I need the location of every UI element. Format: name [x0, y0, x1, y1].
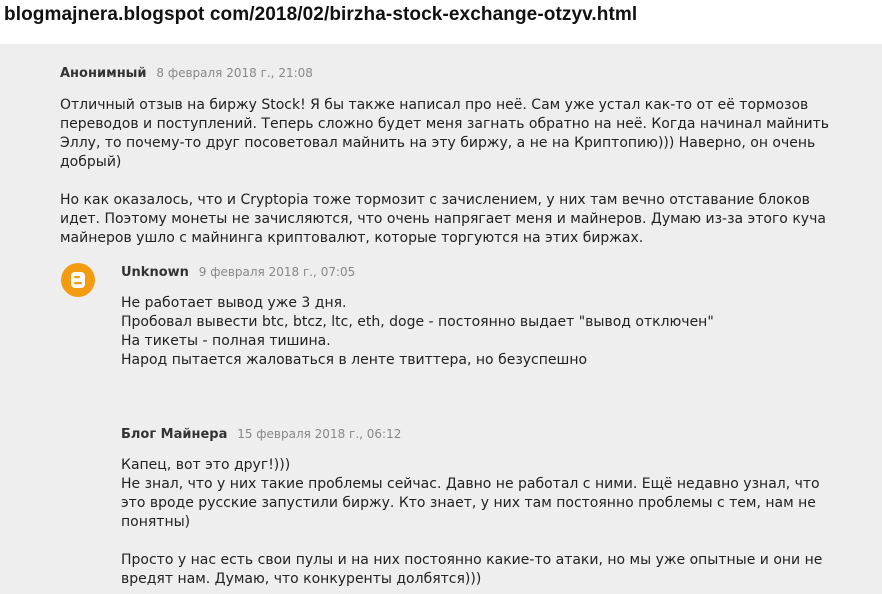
- comment-text-line: Капец, вот это друг!))): [121, 457, 291, 473]
- comment-text-line: Народ пытается жаловаться в ленте твиттера, но безуспешно: [121, 352, 588, 368]
- comment-text-line: понятны): [121, 514, 191, 530]
- comment-text-line: майнеров ушло с майнинга криптовалют, которые торгуются на этих биржах.: [60, 230, 644, 246]
- comment-text-line: Не работает вывод уже 3 дня.: [121, 295, 347, 311]
- comment-text-line: Эллу, то почему-то друг посоветовал майнить на эту биржу, а не на Криптопию))) Наверно, он очень: [60, 135, 816, 151]
- address-bar: [0, 0, 882, 44]
- comment-paragraph: [121, 551, 822, 589]
- comment-paragraph: [121, 456, 820, 532]
- comment-text-line: На тикеты - полная тишина.: [121, 333, 331, 349]
- comment-date[interactable]: 9 февраля 2018 г., 07:05: [198, 265, 356, 279]
- comment-text-line: это вроде русские запустили биржу. Кто знает, у них там постоянно проблемы с тем, нам не: [121, 495, 816, 511]
- comment-text-line: Отличный отзыв на биржу Stock! Я бы также написал про неё. Сам уже устал как-то от её тормозов: [60, 97, 809, 113]
- comment-header: [121, 427, 401, 442]
- blogger-icon[interactable]: [61, 263, 95, 297]
- comment-date[interactable]: 15 февраля 2018 г., 06:12: [237, 427, 402, 441]
- comment-date[interactable]: 8 февраля 2018 г., 21:08: [156, 66, 313, 80]
- comment-paragraph: [60, 191, 826, 248]
- comment-author[interactable]: Блог Майнера: [121, 427, 228, 442]
- comment-text-line: Но как оказалось, что и Cryptopia тоже тормозит с зачислением, у них там вечно отставание блоков: [60, 192, 810, 208]
- comment-author[interactable]: Unknown: [121, 265, 189, 280]
- comment-header: [121, 265, 355, 280]
- comment-text-line: идет. Поэтому монеты не зачисляются, что очень напрягает меня и майнеров. Думаю из-за этого куча: [60, 211, 826, 227]
- comment-text-line: добрый): [60, 154, 122, 170]
- page-url: blogmajnera.blogspot com/2018/02/birzha-stock-exchange-otzyv.html: [4, 4, 638, 25]
- comment-text-line: Не знал, что у них такие проблемы сейчас. Давно не работал с ними. Ещё недавно узнал, что: [121, 476, 820, 492]
- comment-author[interactable]: Анонимный: [60, 66, 147, 81]
- comment-paragraph: [121, 294, 714, 370]
- comment-header: [60, 66, 313, 81]
- comment-text-line: вредят нам. Думаю, что конкуренты долбятся))): [121, 571, 482, 587]
- comment-text-line: переводов и поступлений. Теперь сложно будет меня загнать обратно на неё. Когда начинал майнить: [60, 116, 830, 132]
- comment-text-line: Просто у нас есть свои пулы и на них постоянно какие-то атаки, но мы уже опытные и они не: [121, 552, 823, 568]
- comment-text-line: Пробовал вывести btc, btcz, ltc, eth, doge - постоянно выдает "вывод отключен": [121, 314, 714, 330]
- comment-paragraph: [60, 96, 829, 172]
